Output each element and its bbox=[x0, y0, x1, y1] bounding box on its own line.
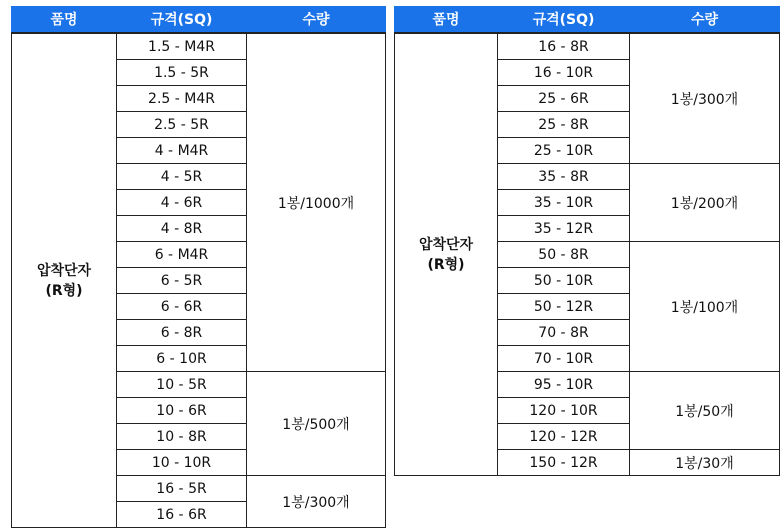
header-qty: 수량 bbox=[630, 6, 780, 33]
header-row bbox=[395, 6, 780, 33]
product-name-cell bbox=[12, 33, 117, 528]
spec-cell: 6 - 6R bbox=[117, 294, 247, 320]
qty-cell: 1봉/300개 bbox=[630, 33, 780, 164]
product-name: 압착단자 bbox=[36, 262, 92, 279]
product-name: 압착단자 bbox=[418, 236, 474, 253]
spec-cell: 50 - 12R bbox=[498, 294, 630, 320]
spec-cell: 16 - 6R bbox=[117, 502, 247, 528]
header-qty: 수량 bbox=[247, 6, 386, 33]
spec-cell: 70 - 10R bbox=[498, 346, 630, 372]
spec-cell: 10 - 10R bbox=[117, 450, 247, 476]
product-name-cell bbox=[395, 33, 498, 476]
spec-cell: 70 - 8R bbox=[498, 320, 630, 346]
spec-cell: 4 - 6R bbox=[117, 190, 247, 216]
spec-cell: 50 - 8R bbox=[498, 242, 630, 268]
spec-cell: 16 - 10R bbox=[498, 60, 630, 86]
qty-cell: 1봉/1000개 bbox=[247, 33, 386, 372]
spec-cell: 6 - 8R bbox=[117, 320, 247, 346]
spec-cell: 25 - 10R bbox=[498, 138, 630, 164]
table-row bbox=[395, 33, 780, 60]
spec-cell: 16 - 8R bbox=[498, 33, 630, 60]
spec-cell: 2.5 - 5R bbox=[117, 112, 247, 138]
product-type: (R형) bbox=[427, 256, 465, 273]
header-name: 품명 bbox=[12, 6, 117, 33]
qty-cell: 1봉/50개 bbox=[630, 372, 780, 450]
qty-cell: 1봉/300개 bbox=[247, 476, 386, 528]
spec-cell: 4 - 5R bbox=[117, 164, 247, 190]
spec-cell: 25 - 6R bbox=[498, 86, 630, 112]
spec-cell: 1.5 - M4R bbox=[117, 33, 247, 60]
spec-cell: 10 - 8R bbox=[117, 424, 247, 450]
header-spec: 규격(SQ) bbox=[498, 6, 630, 33]
spec-cell: 150 - 12R bbox=[498, 450, 630, 476]
spec-cell: 120 - 10R bbox=[498, 398, 630, 424]
spec-cell: 120 - 12R bbox=[498, 424, 630, 450]
spec-cell: 6 - M4R bbox=[117, 242, 247, 268]
spec-cell: 35 - 8R bbox=[498, 164, 630, 190]
spec-cell: 10 - 6R bbox=[117, 398, 247, 424]
product-type: (R형) bbox=[45, 282, 83, 299]
spec-cell: 50 - 10R bbox=[498, 268, 630, 294]
spec-cell: 1.5 - 5R bbox=[117, 60, 247, 86]
header-name: 품명 bbox=[395, 6, 498, 33]
right-spec-table bbox=[394, 6, 780, 476]
qty-cell: 1봉/200개 bbox=[630, 164, 780, 242]
spec-cell: 6 - 5R bbox=[117, 268, 247, 294]
spec-cell: 4 - 8R bbox=[117, 216, 247, 242]
spec-cell: 95 - 10R bbox=[498, 372, 630, 398]
header-row bbox=[12, 6, 386, 33]
spec-cell: 2.5 - M4R bbox=[117, 86, 247, 112]
spec-cell: 25 - 8R bbox=[498, 112, 630, 138]
left-spec-table bbox=[11, 6, 386, 528]
spec-cell: 4 - M4R bbox=[117, 138, 247, 164]
spec-cell: 6 - 10R bbox=[117, 346, 247, 372]
header-spec: 규격(SQ) bbox=[117, 6, 247, 33]
spec-cell: 10 - 5R bbox=[117, 372, 247, 398]
qty-cell: 1봉/100개 bbox=[630, 242, 780, 372]
qty-cell: 1봉/500개 bbox=[247, 372, 386, 476]
spec-cell: 16 - 5R bbox=[117, 476, 247, 502]
table-row bbox=[12, 33, 386, 60]
spec-cell: 35 - 10R bbox=[498, 190, 630, 216]
qty-cell: 1봉/30개 bbox=[630, 450, 780, 476]
spec-cell: 35 - 12R bbox=[498, 216, 630, 242]
